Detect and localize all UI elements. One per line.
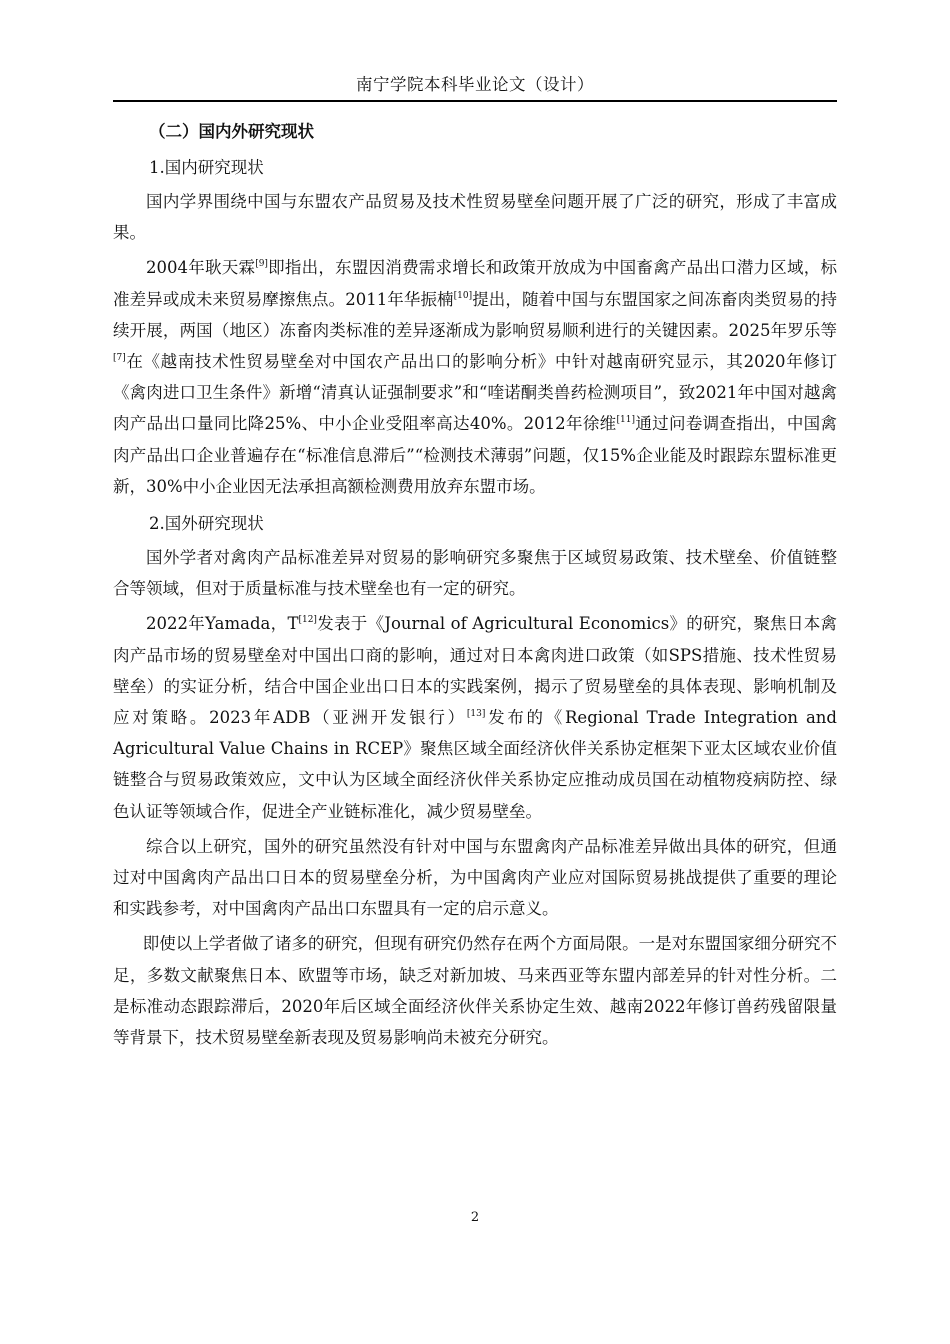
domestic-text-d: 在《越南技术性贸易壁垒对中国农产品出口的影响分析》中针对越南研究显示，其2020年修订《禽肉进口卫生条件》新增“清真认证强制要求”和“喹诺酮类兽药检测项目”，致2021年中国对越禽肉产品出口量同比降25%、中小企业受阻率高达40%。2012年徐维 — [113, 352, 837, 434]
citation-11: [11] — [616, 415, 635, 426]
limitations-paragraph: 即使以上学者做了诸多的研究，但现有研究仍然存在两个方面局限。一是对东盟国家细分研究不足，多数文献聚焦日本、欧盟等市场，缺乏对新加坡、马来西亚等东盟内部差异的针对性分析。二是标准动态跟踪滞后，2020年后区域全面经济伙伴关系协定生效、越南2022年修订兽药残留限量等背景下，技术贸易壁垒新表现及贸易影响尚未被充分研究。 — [113, 934, 837, 1048]
foreign-text-a: 2022年Yamada，T — [146, 614, 299, 634]
domestic-intro: 国内学界围绕中国与东盟农产品贸易及技术性贸易壁垒问题开展了广泛的研究，形成了丰富成果。 — [113, 192, 837, 243]
section-heading: （二）国内外研究现状 — [149, 122, 314, 141]
foreign-summary: 综合以上研究，国外的研究虽然没有针对中国与东盟禽肉产品标准差异做出具体的研究，但通过对中国禽肉产品出口日本的贸易壁垒分析，为中国禽肉产业应对国际贸易挑战提供了重要的理论和实践参考，对中国禽肉产品出口东盟具有一定的启示意义。 — [113, 836, 837, 919]
foreign-text-b: 发表于《Journal of Agricultural Economics》的研究，聚焦日本禽肉产品市场的贸易壁垒对中国出口商的影响，通过对日本禽肉进口政策（如SPS措施、技术性贸易壁垒）的实证分析，结合中国企业出口日本的实践案例，揭示了贸易壁垒的具体表现、影响机制及应对策略。2023年ADB（亚洲开发银行） — [113, 614, 837, 728]
foreign-text-c: 发布的《Regional Trade Integration and Agricultural Value Chains in RCEP》聚焦区域全面经济伙伴关系协定框架下亚太区域农业价值链整合与贸易政策效应，文中认为区域全面经济伙伴关系协定应推动成员国在动植物疫病防控、绿色认证等领域合作，促进全产业链标准化，减少贸易壁垒。 — [113, 708, 837, 821]
domestic-text-e: 通过问卷调查指出，中国禽肉产品出口企业普遍存在“标准信息滞后”“检测技术薄弱”问题，仅15%企业能及时跟踪东盟标准更新，30%中小企业因无法承担高额检测费用放弃东盟市场。 — [113, 414, 838, 496]
foreign-intro: 国外学者对禽肉产品标准差异对贸易的影响研究多聚焦于区域贸易政策、技术壁垒、价值链整合等领域，但对于质量标准与技术壁垒也有一定的研究。 — [113, 548, 837, 599]
page-header: 南宁学院本科毕业论文（设计） — [356, 75, 594, 94]
domestic-text-b: 即指出，东盟因消费需求增长和政策开放成为中国畜禽产品出口潜力区域，标准差异或成未来贸易摩擦焦点。2011年华振楠 — [113, 258, 838, 309]
foreign-heading: 2.国外研究现状 — [149, 514, 264, 534]
citation-9: [9] — [255, 259, 268, 270]
page-body — [113, 114, 837, 1053]
citation-13: [13] — [466, 709, 486, 720]
citation-12: [12] — [298, 615, 317, 626]
citation-10: [10] — [453, 290, 473, 301]
page-number: 2 — [470, 1210, 480, 1225]
domestic-heading: 1.国内研究现状 — [149, 158, 264, 177]
domestic-text-c: 提出，随着中国与东盟国家之间冻畜肉类贸易的持续开展，两国（地区）冻畜肉类标准的差异逐渐成为影响贸易顺利进行的关键因素。2025年罗乐等 — [113, 289, 837, 340]
foreign-paragraph — [113, 608, 837, 826]
header-rule — [113, 100, 837, 102]
citation-7: [7] — [113, 353, 126, 364]
domestic-paragraph — [113, 252, 837, 502]
domestic-text-a: 2004年耿天霖 — [146, 258, 256, 278]
